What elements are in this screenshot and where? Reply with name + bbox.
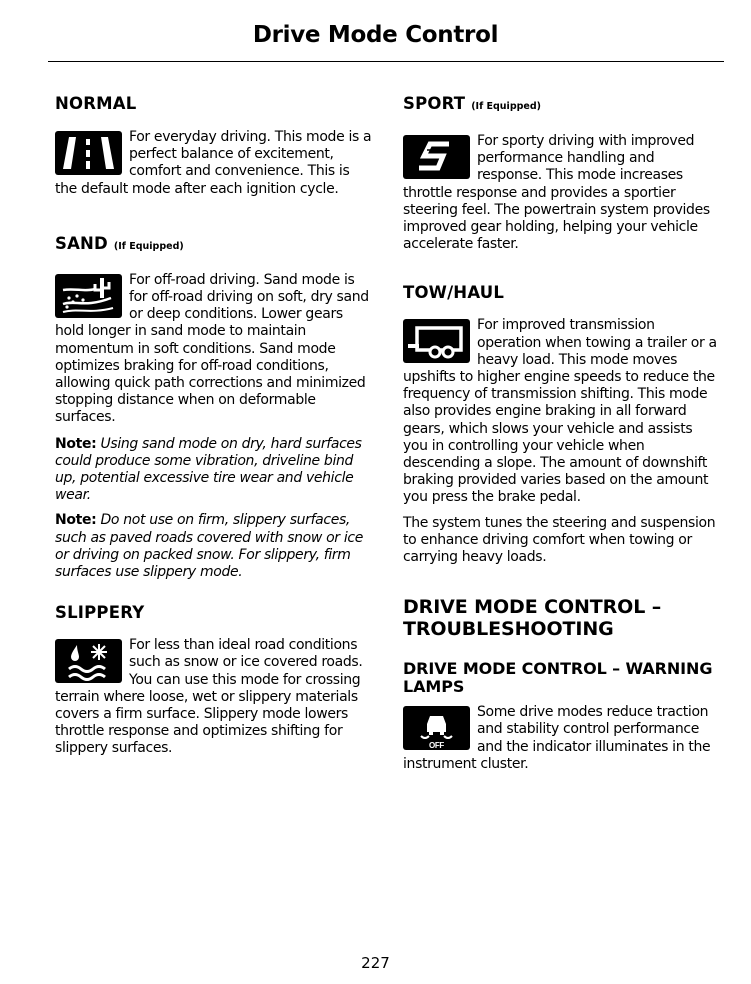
header-rule bbox=[48, 61, 724, 62]
note-label: Note: bbox=[55, 435, 97, 452]
sand-section bbox=[55, 234, 373, 581]
sand-cactus-icon bbox=[55, 274, 122, 318]
tow-haul-heading: TOW/HAUL bbox=[403, 283, 505, 303]
trailer-icon bbox=[403, 319, 470, 363]
sport-paragraph bbox=[403, 133, 721, 253]
left-column bbox=[55, 94, 373, 758]
normal-heading: NORMAL bbox=[55, 94, 137, 113]
note-text: Using sand mode on dry, hard surfaces could produce some vibration, driveline bind up, potential excessive tire wear and vehicle wear. bbox=[55, 435, 362, 504]
note-label: Note: bbox=[55, 512, 97, 529]
sand-if-equipped: (If Equipped) bbox=[113, 240, 184, 252]
page-number: 227 bbox=[361, 954, 390, 972]
traction-control-off-icon bbox=[403, 706, 470, 750]
sand-heading: SAND (If Equipped) bbox=[55, 233, 184, 253]
right-column bbox=[403, 94, 721, 773]
tow-haul-paragraph-2: The system tunes the steering and suspension to enhance driving comfort when towing or carrying heavy loads. bbox=[403, 514, 716, 566]
slippery-paragraph bbox=[55, 637, 373, 757]
normal-road-icon bbox=[55, 131, 122, 175]
normal-text: For everyday driving. This mode is a perfect balance of excitement, comfort and convenience. This is the default mode after each ignition cycle. bbox=[55, 129, 372, 197]
troubleshooting-section bbox=[403, 596, 721, 773]
normal-section bbox=[55, 94, 373, 198]
sand-note-2 bbox=[55, 512, 373, 581]
tow-haul-text: For improved transmission operation when towing a trailer or a heavy load. This mode moves upshifts to higher engine speeds to reduce the frequency of transmission shifting. This mode also provides engine braking in all forward gears, which slows your vehicle and assists you in controlling your vehicle when descending a slope. The amount of downshift braking provided varies based on the amount you press the brake pedal. bbox=[403, 317, 717, 506]
sand-text: For off-road driving. Sand mode is for off-road driving on soft, dry sand or deep conditions. Lower gears hold longer in sand mode to maintain momentum in soft conditions. Sand mode optimizes braking for off-road conditions, allowing quick path corrections and minimized stopping distance when on deformable surfaces. bbox=[55, 271, 369, 426]
sport-if-equipped: (If Equipped) bbox=[471, 101, 541, 112]
sport-section bbox=[403, 94, 721, 253]
slippery-heading: SLIPPERY bbox=[55, 603, 145, 623]
note-text: Do not use on firm, slippery surfaces, such as paved roads covered with snow or ice or driving on packed snow. For slippery, firm surfaces use slippery mode. bbox=[55, 512, 363, 581]
sport-text: For sporty driving with improved performance handling and response. This mode increases throttle response and provides a sportier steering feel. The powertrain system provides improved gear holding, helping your vehicle accelerate faster. bbox=[403, 133, 710, 253]
warning-lamps-text: Some drive modes reduce traction and stability control performance and the indicator illuminates in the instrument cluster. bbox=[403, 704, 711, 772]
slippery-snowflake-icon bbox=[55, 639, 122, 683]
troubleshooting-heading: DRIVE MODE CONTROL – TROUBLESHOOTING bbox=[403, 596, 662, 641]
tow-haul-paragraph bbox=[403, 317, 721, 506]
sport-s-icon bbox=[403, 135, 470, 179]
warning-lamps-paragraph bbox=[403, 704, 721, 773]
slippery-text: For less than ideal road conditions such as snow or ice covered roads. You can use this mode for crossing terrain where loose, wet or slippery materials covers a firm surface. Slippery mode lowers throttle response and optimizes shifting for slippery surfaces. bbox=[55, 637, 363, 757]
warning-lamps-heading: DRIVE MODE CONTROL – WARNING LAMPS bbox=[403, 659, 713, 697]
sand-note-1 bbox=[55, 436, 373, 505]
page-title: Drive Mode Control bbox=[252, 22, 499, 48]
slippery-section bbox=[55, 603, 373, 757]
sport-heading: SPORT (If Equipped) bbox=[403, 94, 541, 113]
sand-paragraph bbox=[55, 272, 373, 427]
tow-haul-section bbox=[403, 283, 721, 566]
off-label: OFF bbox=[429, 741, 444, 751]
normal-paragraph bbox=[55, 129, 373, 198]
